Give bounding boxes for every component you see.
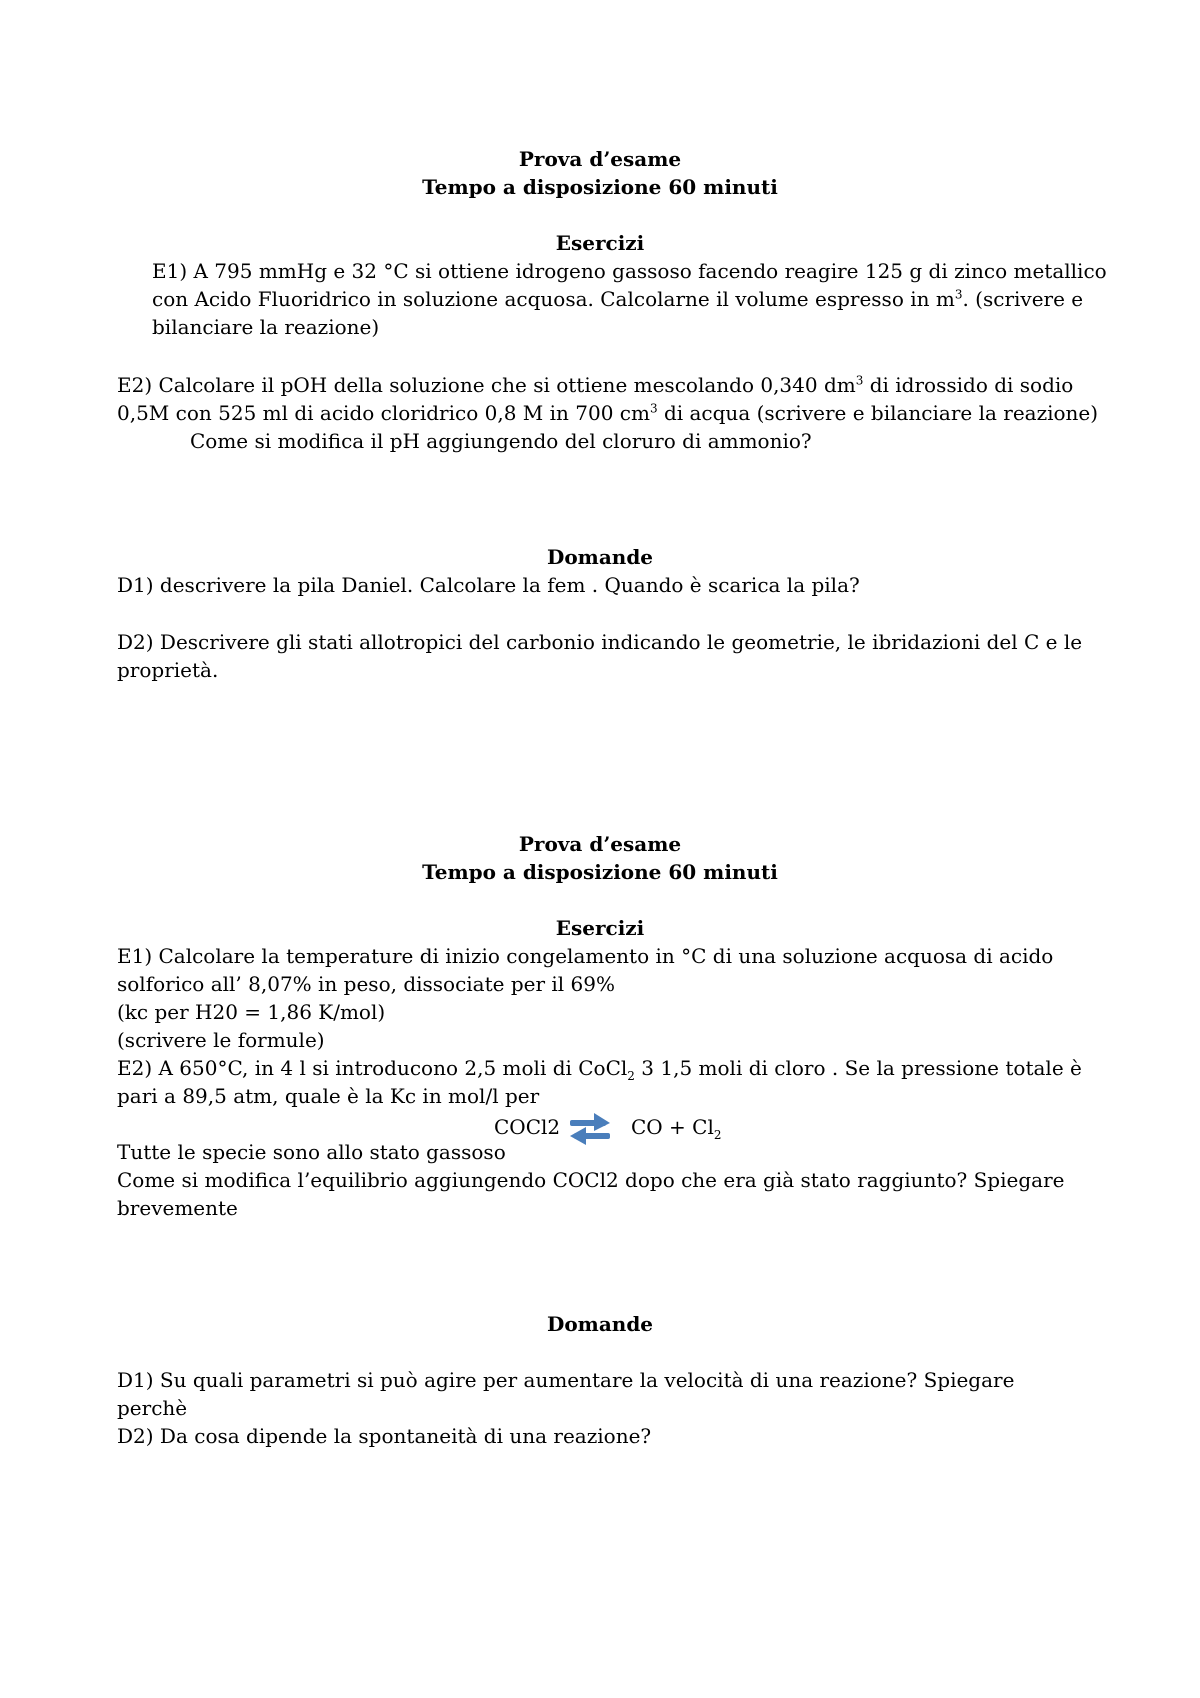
exam2-e2-line4: Come si modifica l’equilibrio aggiungendo COCl2 dopo che era già stato raggiunto? Spiegare (117, 1168, 1065, 1192)
exam2-e2-line1: E2) A 650°C, in 4 l si introducono 2,5 moli di CoCl$_2$ 3 1,5 moli di cloro . Se la pressione totale è (117, 1056, 1082, 1083)
exam1-questions-heading: Domande (546, 545, 654, 569)
exam2-e1-line2: solforico all’ 8,07% in peso, dissociate per il 69% (117, 972, 615, 996)
equation-products: CO + $Cl_2$ (631, 1115, 722, 1142)
exam2-e2-line3: Tutte le specie sono allo stato gassoso (117, 1140, 506, 1164)
exam2-e2-line2: pari a 89,5 atm, quale è la Kc in mol/l per (117, 1084, 540, 1108)
exam1-e1-line1: E1) A 795 mmHg e 32 °C si ottiene idrogeno gassoso facendo reagire 125 g di zinco metallico (152, 259, 1107, 283)
equation-reactant: COCl2 (494, 1115, 561, 1139)
exam2-e1-line3: (kc per H20 = 1,86 K/mol) (117, 1000, 386, 1024)
exam1-e2-line2: 0,5M con 525 ml di acido cloridrico 0,8 M in 700 $cm^3$ di acqua (scrivere e bilanciare la reazione) (117, 401, 1099, 425)
exam1-e1-line2: con Acido Fluoridrico in soluzione acquosa. Calcolarne il volume espresso in $m^3$. (scrivere e (152, 287, 1084, 311)
exam1-d2-line1: D2) Descrivere gli stati allotropici del carbonio indicando le geometrie, le ibridazioni del C e le (117, 630, 1083, 654)
exam1-e1-line3: bilanciare la reazione) (152, 315, 380, 339)
exam2-time: Tempo a disposizione 60 minuti (422, 860, 778, 884)
exam1-title: Prova d’esame (518, 147, 682, 171)
exam2-exercises-heading: Esercizi (555, 916, 645, 940)
exam1-e2-line3: Come si modifica il pH aggiungendo del cloruro di ammonio? (190, 429, 812, 453)
exam2-e1-line4: (scrivere le formule) (117, 1028, 325, 1052)
exam1-time: Tempo a disposizione 60 minuti (422, 175, 778, 199)
exam1-d2-line2: proprietà. (117, 658, 219, 682)
exam2-questions-heading: Domande (546, 1312, 654, 1336)
exam2-d2: D2) Da cosa dipende la spontaneità di una reazione? (117, 1424, 652, 1448)
exam2-d1-line2: perchè (117, 1396, 188, 1420)
exam2-d1-line1: D1) Su quali parametri si può agire per aumentare la velocità di una reazione? Spiegare (117, 1368, 1015, 1392)
exam1-d1: D1) descrivere la pila Daniel. Calcolare la fem . Quando è scarica la pila? (117, 573, 860, 597)
exam2-e2-line5: brevemente (117, 1196, 238, 1220)
exam1-e2-line1: E2) Calcolare il pOH della soluzione che si ottiene mescolando 0,340 $dm^3$ di idrossido di sodio (117, 373, 1074, 397)
exam2-e1-line1: E1) Calcolare la temperature di inizio congelamento in °C di una soluzione acquosa di acido (117, 944, 1054, 968)
exam1-exercises-heading: Esercizi (555, 231, 645, 255)
exam2-title: Prova d’esame (518, 832, 682, 856)
